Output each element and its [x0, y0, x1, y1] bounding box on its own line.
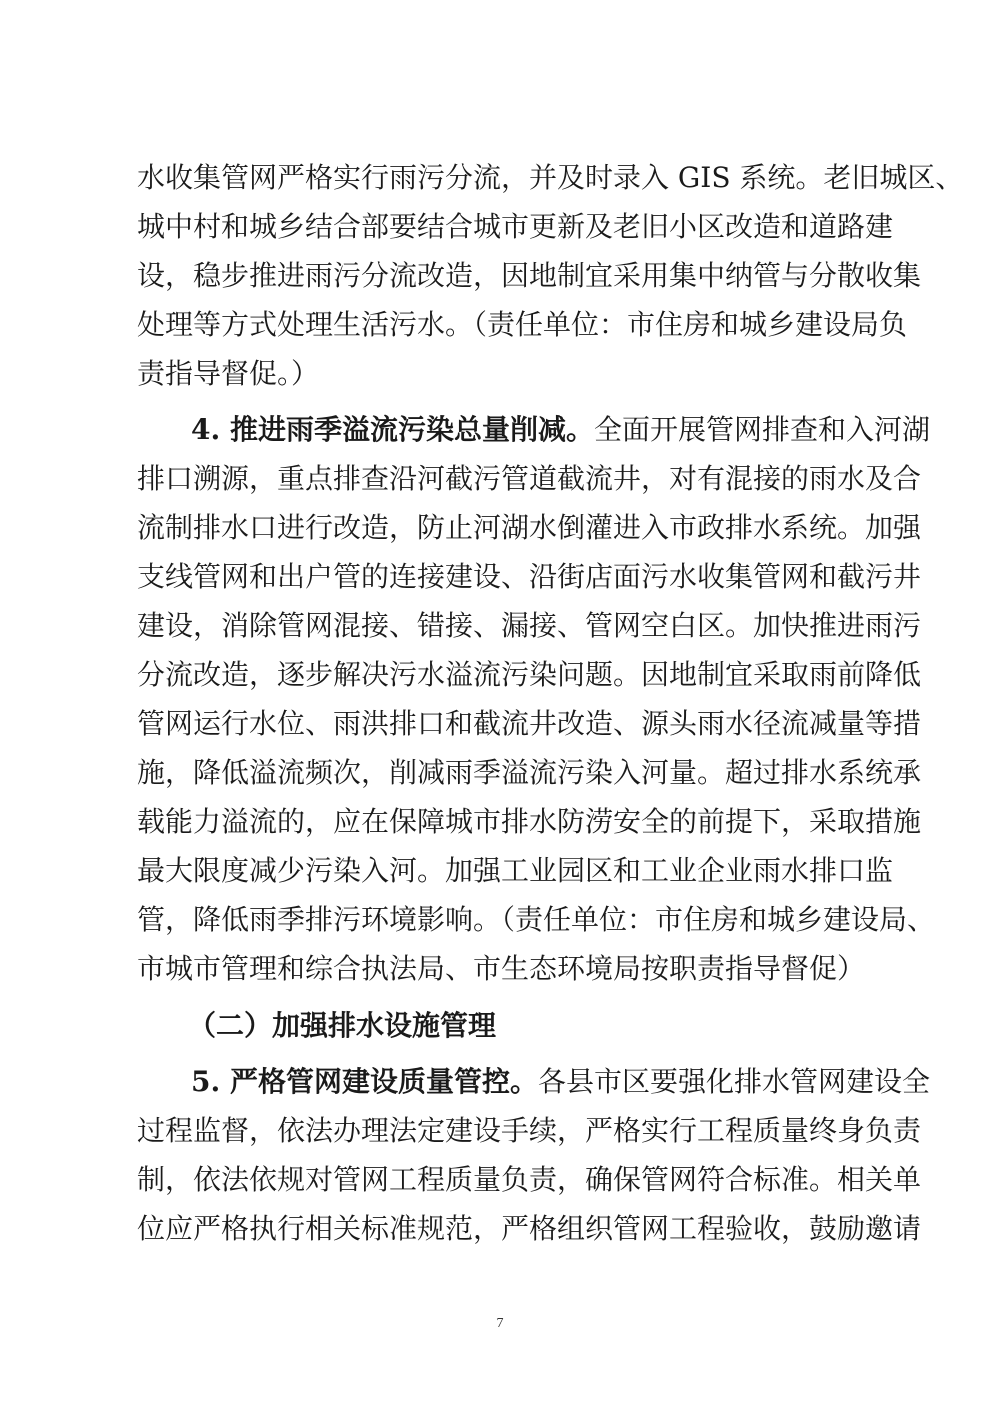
page-number: 7 [496, 1316, 504, 1331]
item-5-heading: 5. 严格管网建设质量管控。 [191, 1065, 538, 1098]
paragraph-line: 制，依法依规对管网工程质量负责，确保管网符合标准。相关单 [137, 1163, 922, 1196]
paragraph-line: 支线管网和出户管的连接建设、沿街店面污水收集管网和截污井 [137, 560, 922, 593]
paragraph-line: 最大限度减少污染入河。加强工业园区和工业企业雨水排口监 [137, 854, 894, 887]
paragraph-line: 城中村和城乡结合部要结合城市更新及老旧小区改造和道路建 [137, 210, 894, 243]
paragraph-line: 载能力溢流的，应在保障城市排水防涝安全的前提下，采取措施 [137, 805, 922, 838]
paragraph-line: 水收集管网严格实行雨污分流，并及时录入 GIS 系统。老旧城区、 [137, 161, 964, 194]
paragraph-line: 建设，消除管网混接、错接、漏接、管网空白区。加快推进雨污 [137, 609, 922, 642]
paragraph-line: 管网运行水位、雨洪排口和截流井改造、源头雨水径流减量等措 [137, 707, 922, 740]
paragraph-line: 分流改造，逐步解决污水溢流污染问题。因地制宜采取雨前降低 [137, 658, 922, 691]
item-4-text: 全面开展管网排查和入河湖 [593, 413, 930, 446]
paragraph-line: 过程监督，依法办理法定建设手续，严格实行工程质量终身负责 [137, 1114, 922, 1147]
section-heading: （二）加强排水设施管理 [188, 1009, 497, 1042]
paragraph-line: 流制排水口进行改造，防止河湖水倒灌进入市政排水系统。加强 [137, 511, 922, 544]
paragraph-line: 市城市管理和综合执法局、市生态环境局按职责指导督促） [137, 952, 866, 985]
paragraph-line: 排口溯源，重点排查沿河截污管道截流井，对有混接的雨水及合 [137, 462, 922, 495]
item-5-text: 各县市区要强化排水管网建设全 [537, 1065, 930, 1098]
item-5-first-line [191, 1056, 930, 1108]
item-4-heading: 4. 推进雨季溢流污染总量削减。 [191, 413, 594, 446]
paragraph-line: 责指导督促。） [137, 357, 320, 390]
paragraph-line: 施，降低溢流频次，削减雨季溢流污染入河量。超过排水系统承 [137, 756, 922, 789]
paragraph-line: 位应严格执行相关标准规范，严格组织管网工程验收，鼓励邀请 [137, 1212, 922, 1245]
paragraph-line: 处理等方式处理生活污水。（责任单位：市住房和城乡建设局负 [137, 308, 908, 341]
item-4-first-line [191, 404, 930, 456]
paragraph-line: 管，降低雨季排污环境影响。（责任单位：市住房和城乡建设局、 [137, 903, 936, 936]
paragraph-line: 设，稳步推进雨污分流改造，因地制宜采用集中纳管与分散收集 [137, 259, 922, 292]
